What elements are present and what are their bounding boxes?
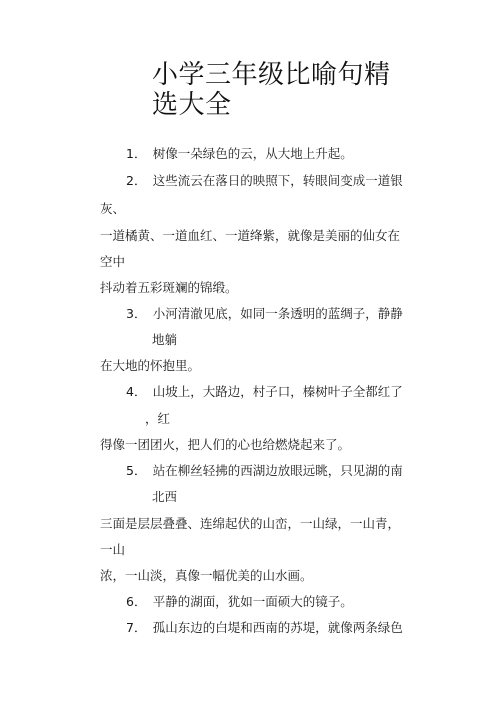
body-line: 一山 — [100, 542, 126, 557]
body-line: 北西 — [152, 489, 178, 504]
body-line: 4． 山坡上，大路边，村子口，榛树叶子全都红了 — [126, 384, 403, 399]
body-line: 7． 孤山东边的白堤和西南的苏堤，就像两条绿色 — [126, 620, 403, 635]
body-line: 三面是层层叠叠、连绵起伏的山峦，一山绿，一山青， — [100, 516, 401, 531]
body-line: 3． 小河清澈见底，如同一条透明的蓝绸子，静静 — [126, 306, 403, 321]
body-line: 2． 这些流云在落日的映照下，转眼间变成一道银 — [126, 173, 403, 188]
body-line: 得像一团团火，把人们的心也给燃烧起来了。 — [100, 437, 351, 452]
body-line: 抖动着五彩斑斓的锦缎。 — [100, 280, 238, 295]
body-line: 1． 树像一朵绿色的云，从大地上升起。 — [126, 146, 353, 161]
body-line: 一道橘黄、一道血红、一道绛紫，就像是美丽的仙女在 — [100, 228, 401, 243]
document-title: 小学三年级比喻句精选大全 — [152, 60, 391, 120]
body-line: 6． 平静的湖面，犹如一面硕大的镜子。 — [126, 594, 353, 609]
body-line: 在大地的怀抱里。 — [100, 358, 201, 373]
body-line: 空中 — [100, 254, 126, 269]
body-line: ，红 — [145, 411, 171, 426]
body-line: 浓，一山淡，真像一幅优美的山水画。 — [100, 568, 313, 583]
body-line: 灰、 — [100, 201, 126, 216]
body-line: 地躺 — [152, 332, 178, 347]
body-line: 5． 站在柳丝轻拂的西湖边放眼远眺，只见湖的南 — [126, 463, 403, 478]
